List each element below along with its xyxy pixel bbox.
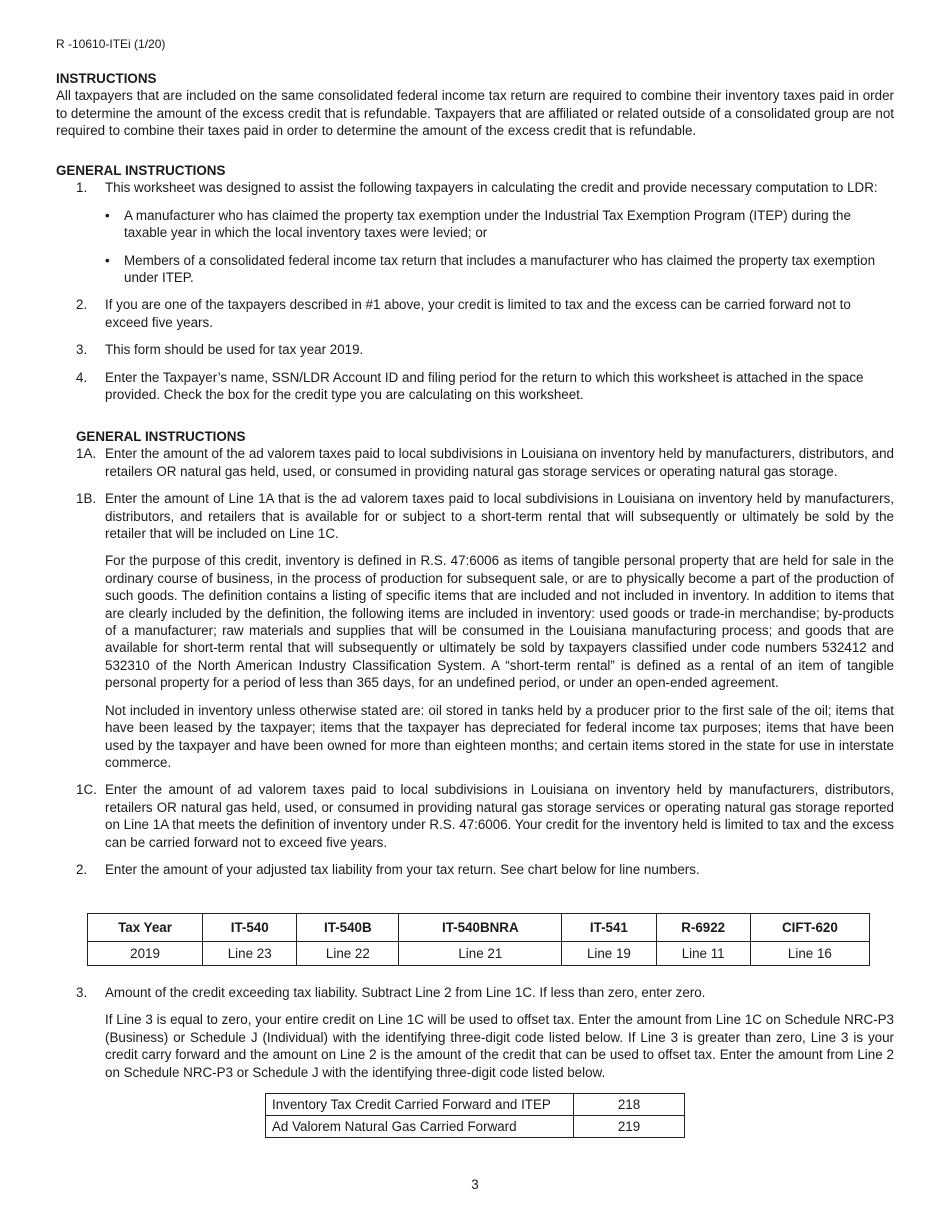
table-header: IT-541	[562, 914, 656, 942]
instructions-heading: INSTRUCTIONS	[56, 71, 157, 86]
table-cell: Line 19	[562, 942, 656, 966]
general-item-3	[56, 341, 894, 358]
general-item-1	[56, 179, 894, 196]
table-header-row	[88, 914, 870, 942]
line-number: 1C.	[76, 782, 97, 798]
line-text: Enter the amount of ad valorem taxes paid to local subdivisions in Louisiana on inventory held by manufacturers, distributors, retailers OR natural gas held, used, or consumed in providing natural gas storage services or operating natural gas storage reported on Line 1A that meets the definition of inventory under R.S. 47:6006. Your credit for the inventory held is limited to tax and the excess can be carried forward not to exceed five years.	[105, 782, 894, 850]
table-cell: Line 22	[297, 942, 399, 966]
line-3	[56, 984, 894, 1081]
table-cell: 2019	[88, 942, 203, 966]
line-1b	[56, 490, 894, 771]
item-text: Enter the Taxpayer’s name, SSN/LDR Account ID and filing period for the return to which this worksheet is attached in the space provided. Check the box for the credit type you are calculating on this worksheet.	[105, 369, 864, 403]
item-number: 1.	[76, 180, 88, 196]
table-cell: Line 23	[203, 942, 297, 966]
table-header: CIFT-620	[750, 914, 869, 942]
page-number: 3	[471, 1177, 479, 1192]
line-text: Enter the amount of your adjusted tax liability from your tax return. See chart below for line numbers.	[105, 861, 700, 877]
general-heading-2: GENERAL INSTRUCTIONS	[76, 429, 246, 444]
item-number: 2.	[76, 297, 88, 313]
bullet-text: Members of a consolidated federal income tax return that includes a manufacturer who has claimed the property tax exemption under ITEP.	[124, 252, 876, 286]
line-1c	[56, 781, 894, 851]
table-header: IT-540B	[297, 914, 399, 942]
line-number: 1A.	[76, 446, 97, 462]
line-text: Enter the amount of Line 1A that is the ad valorem taxes paid to local subdivisions in Louisiana on inventory held by manufacturers, distributors, and retailers that is available for or subject to a short-term rental that will subsequently or ultimately be sold by the retailer that will be included on Line 1C.	[105, 491, 894, 542]
table-header: Tax Year	[88, 914, 203, 942]
bullet-icon: •	[105, 207, 110, 223]
inventory-definition: For the purpose of this credit, inventory is defined in R.S. 47:6006 as items of tangible personal property that are held for sale in the ordinary course of business, in the process of production for subsequent sale, or are to physically become a part of the production of such goods. The definition contains a listing of specific items that are included and not included in inventory. In addition to items that are clearly included by the definition, the following items are included in inventory: used goods or trade-in merchandise; by-products of a manufacturer; raw materials and supplies that will be consumed in the Louisiana manufacturing process; and goods that are available for short-term rental that will subsequently or ultimately be sold by taxpayers classified under code numbers 532412 and 532310 of the North American Industry Classification System. A “short-term rental” is defined as a rental of an item of tangible personal property for a period of less than 365 days, for an undefined period, or under an open-ended agreement.	[105, 553, 894, 691]
bullet-item	[56, 252, 894, 287]
table-row	[266, 1094, 685, 1116]
line-number: 2.	[76, 861, 88, 877]
table-header: IT-540BNRA	[399, 914, 562, 942]
table-row	[88, 942, 870, 966]
table-header: IT-540	[203, 914, 297, 942]
table-header: R-6922	[656, 914, 750, 942]
instructions-section	[56, 70, 894, 140]
bullet-item	[56, 207, 894, 242]
table-cell: Line 21	[399, 942, 562, 966]
line-3-section	[56, 984, 894, 1081]
item-number: 4.	[76, 369, 88, 385]
line-text: Amount of the credit exceeding tax liability. Subtract Line 2 from Line 1C. If less than zero, enter zero.	[105, 985, 706, 1000]
bullet-icon: •	[105, 252, 110, 268]
line-3-detail: If Line 3 is equal to zero, your entire credit on Line 1C will be used to offset tax. Enter the amount from Line 1C on Schedule NRC-P3 (Business) or Schedule J (Individual) with the identifying three-digit code listed below. If Line 3 is greater than zero, Line 3 is your credit carry forward and the amount on Line 2 is the amount of the credit that can be used to offset tax. Enter the amount from Line 2 on Schedule NRC-P3 or Schedule J with the identifying three-digit code listed below.	[105, 1012, 894, 1080]
bullet-text: A manufacturer who has claimed the property tax exemption under the Industrial Tax Exemption Program (ITEP) during the taxable year in which the local inventory taxes were levied; or	[124, 207, 851, 241]
general-item-4	[56, 369, 894, 404]
general-item-2	[56, 296, 894, 331]
item-text: If you are one of the taxpayers described in #1 above, your credit is limited to tax and the excess can be carried forward not to exceed five years.	[105, 297, 851, 330]
code-value: 218	[574, 1094, 685, 1116]
form-id: R -10610-ITEi (1/20)	[56, 37, 166, 51]
general-instructions-2	[56, 428, 894, 878]
line-number: 1B.	[76, 491, 97, 507]
code-label: Inventory Tax Credit Carried Forward and ITEP	[266, 1094, 574, 1116]
code-value: 219	[574, 1116, 685, 1138]
code-label: Ad Valorem Natural Gas Carried Forward	[266, 1116, 574, 1138]
credit-code-table	[265, 1093, 685, 1138]
general-heading-1: GENERAL INSTRUCTIONS	[56, 163, 226, 178]
item-text: This worksheet was designed to assist the following taxpayers in calculating the credit and provide necessary computation to LDR:	[105, 180, 878, 196]
inventory-exclusions: Not included in inventory unless otherwise stated are: oil stored in tanks held by a producer prior to the first sale of the oil; items that have been leased by the taxpayer; items that the taxpayer has depreciated for federal income tax purposes; items that have been used by the taxpayer and have been owned for more than eighteen months; and certain items stored in the state for use in interstate commerce.	[105, 702, 894, 770]
line-2	[56, 861, 894, 878]
line-1a	[56, 445, 894, 480]
instructions-body: All taxpayers that are included on the same consolidated federal income tax return are required to combine their inventory taxes paid in order to determine the amount of the excess credit that is refundable. Taxpayers that are affiliated or related outside of a consolidated group are not required to combine their taxes paid in order to determine the amount of the excess credit that is refundable.	[56, 88, 894, 139]
item-text: This form should be used for tax year 2019.	[105, 342, 364, 358]
table-row	[266, 1116, 685, 1138]
line-text: Enter the amount of the ad valorem taxes paid to local subdivisions in Louisiana on inventory held by manufacturers, distributors, and retailers OR natural gas held, used, or consumed in providing natural gas storage services or operating natural gas storage.	[105, 446, 894, 479]
table-cell: Line 11	[656, 942, 750, 966]
line-number: 3.	[76, 985, 88, 1000]
tax-year-table	[87, 913, 870, 966]
item-number: 3.	[76, 342, 88, 358]
general-instructions-1	[56, 162, 894, 403]
table-cell: Line 16	[750, 942, 869, 966]
